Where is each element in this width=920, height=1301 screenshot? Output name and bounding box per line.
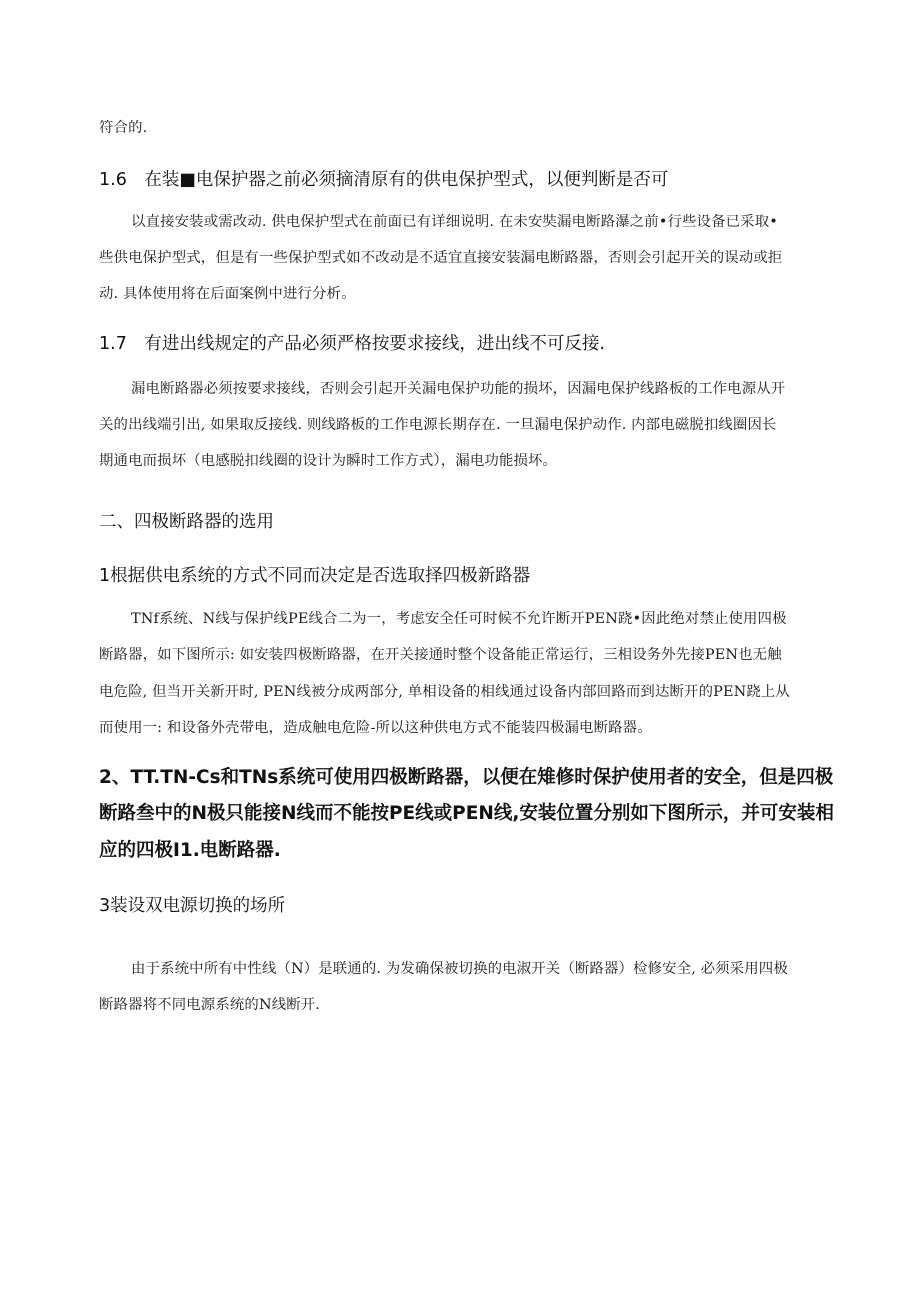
section-2-heading: 二、四极断路器的选用 <box>99 512 274 532</box>
item-3-heading: 3装设双电源切换的场所 <box>99 896 286 916</box>
item-1-line-4: 而使用一: 和设备外壳带电，造成触电危险-所以这种供电方式不能装四极漏电断路器。 <box>99 720 652 736</box>
item-3-line-2: 断路器将不同电源系统的N线断开. <box>99 997 321 1013</box>
item-1-line-2: 断路器，如下图所示: 如安装四极断路器，在开关接通时整个设备能正常运行，三相设务外先接PEN也无触 <box>99 647 782 663</box>
item-2-line-3: 应的四极I1.电断路器. <box>99 840 281 861</box>
item-1-line-3: 电危险, 但当开关新开时, PEN线被分成两部分, 单相设备的相线通过设备内部回路而到达断开的PEN跷上从 <box>99 684 790 700</box>
item-1-line-1: TNf系统、N线与保护线PE线合二为一，考虑安全任可时候不允许断开PEN跷•因此绝对禁止使用四极 <box>131 611 787 627</box>
section-1-7-heading: 1.7 有进出线规定的产品必须严格按要求接线，进出线不可反接. <box>99 334 605 354</box>
section-1-6-line-1: 以直接安装或需改动. 供电保护型式在前面已有详细说明. 在未安奘漏电断路瀑之前•行些设备已采取• <box>131 214 778 230</box>
item-3-line-1: 由于系统中所有中性线（N）是联通的. 为发确保被切换的电淑开关（断路器）检修安全, 必须采用四极 <box>131 961 788 977</box>
section-1-7-line-1: 漏电断路器必须按要求接线，否则会引起开关漏电保护功能的损坏，因漏电保护线路板的工作电源从开 <box>131 381 786 397</box>
section-1-7-line-3: 期通电而损坏（电感脱扣线圈的设计为瞬时工作方式），漏电功能损坏。 <box>99 453 558 469</box>
intro-line: 符合的. <box>99 120 148 136</box>
section-1-7-line-2: 关的出线端引出, 如果取反接线. 则线路板的工作电源长期存在. 一旦漏电保护动作. 内部电磁脱扣线圈因长 <box>99 417 777 433</box>
item-2-line-2: 断路叁中的N极只能接N线而不能按PE线或PEN线,安装位置分别如下图所示，并可安装相 <box>99 803 834 824</box>
item-2-line-1: 2、TT.TN-Cs和TNs系统可使用四极断路器，以便在雉修时保护使用者的安全，但是四极 <box>99 767 834 788</box>
section-1-6-line-2: 些供电保护型式，但是有一些保护型式如不改动是不适宜直接安装漏电断路器，否则会引起开关的误动或拒 <box>99 250 783 266</box>
item-1-heading: 1根据供电系统的方式不同而决定是否选取择四极新路器 <box>99 566 531 586</box>
section-1-6-heading: 1.6 在装■电保护器之前必须摘清原有的供电保护型式，以便判断是否可 <box>99 170 669 190</box>
section-1-6-line-3: 动. 具体使用将在后面案例中进行分析。 <box>99 286 356 302</box>
